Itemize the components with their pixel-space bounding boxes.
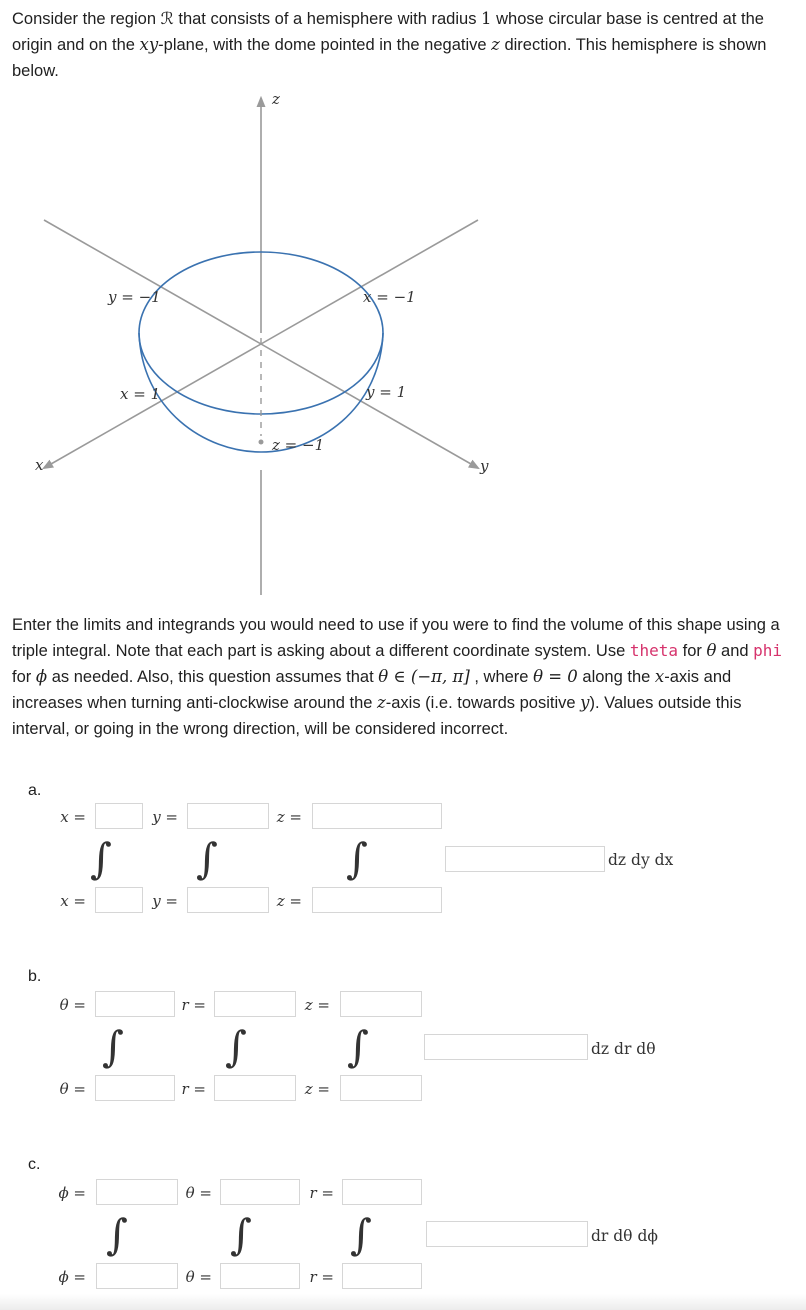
part-c-lower-limit-3-label: r = bbox=[309, 1268, 334, 1286]
label-y-pos: y = 1 bbox=[366, 383, 407, 401]
intro-text: direction. This hemisphere is shown below. bbox=[12, 36, 767, 80]
part-c-middle-lower-limit-input[interactable] bbox=[220, 1263, 300, 1289]
y-symbol: y bbox=[580, 693, 590, 712]
integral-sign: ∫ bbox=[225, 1022, 247, 1071]
part-b-outer-lower-limit-input[interactable] bbox=[95, 1075, 175, 1101]
integral-sign: ∫ bbox=[230, 1210, 252, 1259]
part-c-upper-limit-2-label: θ = bbox=[185, 1184, 212, 1202]
axis-y-label: y bbox=[480, 457, 489, 475]
intro-text: Consider the region bbox=[12, 10, 157, 28]
hemisphere-figure bbox=[0, 90, 806, 600]
part-a-differential: dz dy dx bbox=[608, 851, 674, 869]
part-a-outer-lower-limit-input[interactable] bbox=[95, 887, 143, 913]
part-b-inner-lower-limit-input[interactable] bbox=[340, 1075, 422, 1101]
plane-symbol: xy bbox=[139, 35, 159, 54]
part-b-middle-upper-limit-input[interactable] bbox=[214, 991, 296, 1017]
z-min-point bbox=[259, 440, 264, 445]
part-c-differential: dr dθ dϕ bbox=[591, 1227, 658, 1245]
instructions-text: and bbox=[721, 642, 749, 660]
label-x-neg: x = −1 bbox=[363, 288, 416, 306]
instructions-text: -axis (i.e. towards positive bbox=[385, 694, 576, 712]
instructions-text: as needed. Also, this question assumes that bbox=[51, 668, 374, 686]
intro-text: -plane, with the dome pointed in the negative bbox=[158, 36, 487, 54]
part-b-label: b. bbox=[28, 968, 42, 985]
integral-sign: ∫ bbox=[196, 834, 218, 883]
intro-paragraph bbox=[12, 6, 796, 84]
instructions-text: for bbox=[682, 642, 702, 660]
integral-sign: ∫ bbox=[346, 834, 368, 883]
part-a-upper-limit-3-label: z = bbox=[276, 808, 302, 826]
instructions-text: ). Values outside this interval, or going in the wrong direction, will be considered incorrect. bbox=[12, 694, 742, 738]
z-symbol: z bbox=[491, 35, 500, 54]
radius-value: 1 bbox=[481, 9, 492, 28]
part-b-upper-limit-3-label: z = bbox=[304, 996, 330, 1014]
instructions-text: for bbox=[12, 668, 32, 686]
part-b-differential: dz dr dθ bbox=[591, 1040, 656, 1058]
phi-code: phi bbox=[753, 641, 783, 660]
part-c-outer-upper-limit-input[interactable] bbox=[96, 1179, 178, 1205]
part-b-upper-limit-2-label: r = bbox=[181, 996, 206, 1014]
part-c-lower-limit-2-label: θ = bbox=[185, 1268, 212, 1286]
integral-sign: ∫ bbox=[90, 834, 112, 883]
part-c-upper-limit-3-label: r = bbox=[309, 1184, 334, 1202]
part-b-lower-limit-2-label: r = bbox=[181, 1080, 206, 1098]
theta-symbol: θ bbox=[706, 641, 717, 660]
integral-sign: ∫ bbox=[350, 1210, 372, 1259]
intro-text: whose circular base is centred at the origin and on the bbox=[12, 10, 764, 54]
part-a-integrand-input[interactable] bbox=[445, 846, 605, 872]
integral-sign: ∫ bbox=[347, 1022, 369, 1071]
part-c-middle-upper-limit-input[interactable] bbox=[220, 1179, 300, 1205]
axis-z-label: z bbox=[272, 90, 280, 108]
intro-text: that consists of a hemisphere with radius bbox=[178, 10, 477, 28]
label-y-neg: y = −1 bbox=[108, 288, 161, 306]
part-c-upper-limit-1-label: ϕ = bbox=[58, 1184, 86, 1202]
part-a-outer-upper-limit-input[interactable] bbox=[95, 803, 143, 829]
part-a-inner-lower-limit-input[interactable] bbox=[312, 887, 442, 913]
instructions-text: Enter the limits and integrands you would need to use if you were to find the volume of this shape using a triple integral. Note that each part is asking about a different coordinate system. Use bbox=[12, 616, 780, 660]
part-b-inner-upper-limit-input[interactable] bbox=[340, 991, 422, 1017]
part-c-label: c. bbox=[28, 1156, 41, 1173]
label-x-pos: x = 1 bbox=[120, 385, 161, 403]
part-c-inner-lower-limit-input[interactable] bbox=[342, 1263, 422, 1289]
part-b-outer-upper-limit-input[interactable] bbox=[95, 991, 175, 1017]
theta-interval: θ ∈ (−π, π] bbox=[378, 667, 470, 686]
instructions-text: along the bbox=[582, 668, 651, 686]
instructions-paragraph bbox=[12, 612, 796, 742]
part-b-lower-limit-1-label: θ = bbox=[59, 1080, 86, 1098]
part-a-upper-limit-2-label: y = bbox=[152, 808, 178, 826]
part-a-middle-upper-limit-input[interactable] bbox=[187, 803, 269, 829]
part-b-integrand-input[interactable] bbox=[424, 1034, 588, 1060]
integral-sign: ∫ bbox=[106, 1210, 128, 1259]
x-symbol: x bbox=[654, 667, 665, 686]
instructions-text: , where bbox=[474, 668, 529, 686]
part-c-inner-upper-limit-input[interactable] bbox=[342, 1179, 422, 1205]
phi-symbol: ϕ bbox=[35, 667, 48, 686]
part-a-label: a. bbox=[28, 782, 42, 799]
part-a-upper-limit-1-label: x = bbox=[60, 808, 86, 826]
part-c-outer-lower-limit-input[interactable] bbox=[96, 1263, 178, 1289]
part-a-lower-limit-3-label: z = bbox=[276, 892, 302, 910]
z-symbol: z bbox=[377, 693, 386, 712]
part-a-lower-limit-2-label: y = bbox=[152, 892, 178, 910]
axis-x-label: x bbox=[35, 456, 44, 474]
region-symbol: ℛ bbox=[160, 9, 174, 28]
part-a-inner-upper-limit-input[interactable] bbox=[312, 803, 442, 829]
label-z-neg: z = −1 bbox=[272, 436, 325, 454]
page-bottom-edge bbox=[0, 1294, 806, 1310]
part-a-lower-limit-1-label: x = bbox=[60, 892, 86, 910]
part-a-middle-lower-limit-input[interactable] bbox=[187, 887, 269, 913]
theta-zero: θ = 0 bbox=[533, 667, 578, 686]
part-c-integrand-input[interactable] bbox=[426, 1221, 588, 1247]
instructions-text: -axis and increases when turning anti-clockwise around the bbox=[12, 668, 732, 712]
part-b-lower-limit-3-label: z = bbox=[304, 1080, 330, 1098]
integral-sign: ∫ bbox=[102, 1022, 124, 1071]
part-b-upper-limit-1-label: θ = bbox=[59, 996, 86, 1014]
part-b-middle-lower-limit-input[interactable] bbox=[214, 1075, 296, 1101]
theta-code: theta bbox=[629, 641, 679, 660]
part-c-lower-limit-1-label: ϕ = bbox=[58, 1268, 86, 1286]
